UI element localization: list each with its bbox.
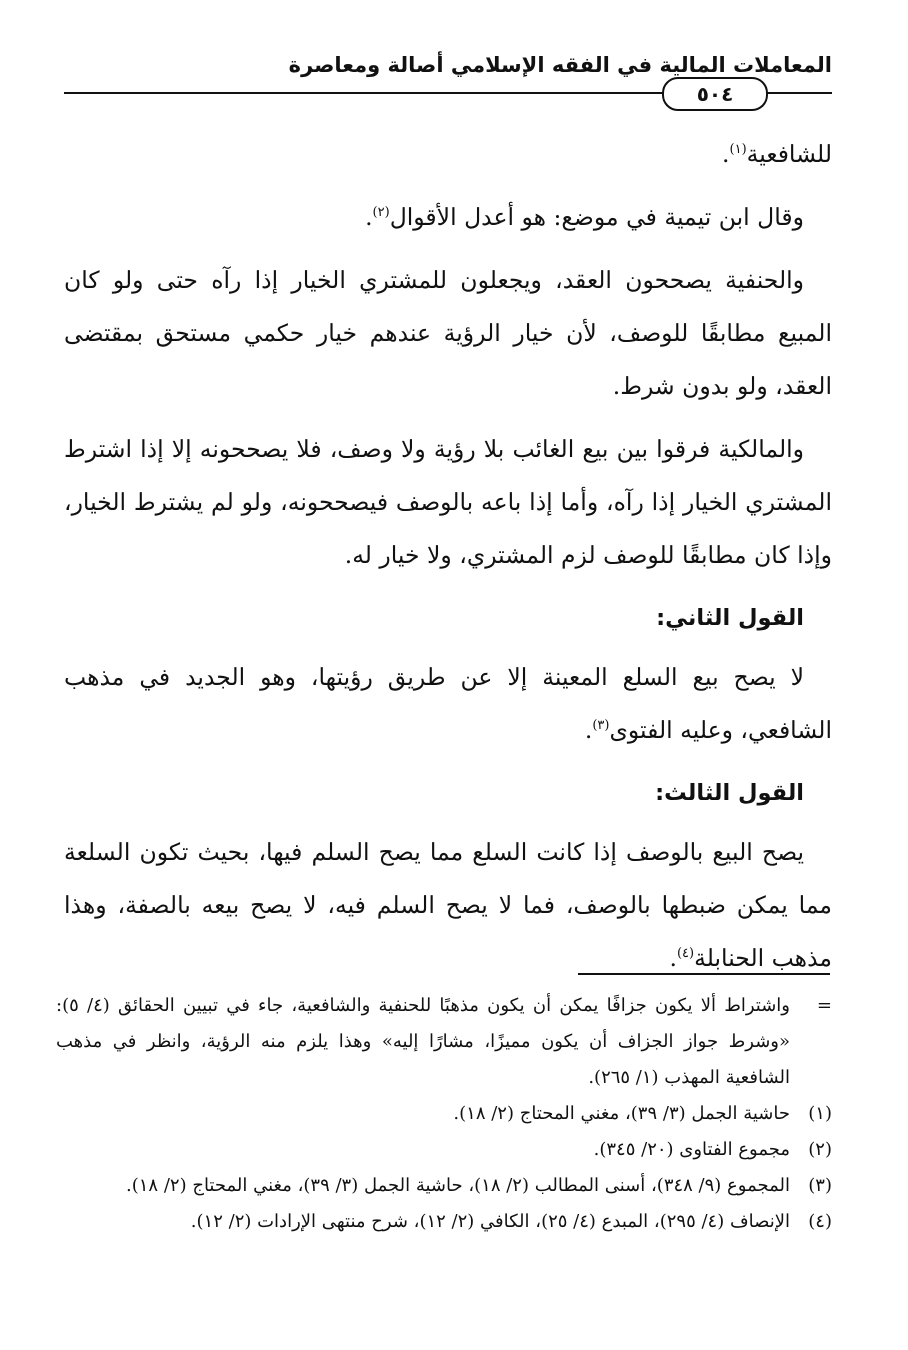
footnote-marker: (١): [808, 1103, 832, 1124]
footnote-marker: (٣): [808, 1175, 832, 1196]
footnote-item: [56, 1132, 832, 1168]
section-heading: القول الثالث:: [655, 780, 804, 806]
page-number: ٥٠٤: [662, 77, 768, 111]
section-heading: القول الثاني:: [656, 605, 804, 631]
paragraph-text: للشافعية: [746, 140, 832, 168]
paragraph-text: وقال ابن تيمية في موضع: هو أعدل الأقوال: [389, 203, 804, 231]
footnote-reference: (١): [729, 142, 747, 158]
paragraph: [64, 191, 832, 244]
main-text: [64, 128, 832, 995]
footnotes: [56, 988, 832, 1240]
footnote-reference: (٣): [592, 718, 610, 734]
paragraph: والحنفية يصححون العقد، ويجعلون للمشتري الخيار إذا رآه حتى ولو كان المبيع مطابقًا للوصف، لأن خيار الرؤية عندهم خيار حكمي مستحق بمقتضى العقد، ولو بدون شرط.: [64, 266, 832, 400]
paragraph: [64, 826, 832, 985]
paragraph-text: يصح البيع بالوصف إذا كانت السلع مما يصح السلم فيها، بحيث تكون السلعة مما يمكن ضبطها بالوصف، فما لا يصح السلم فيه، لا يصح بيعه بالصفة، وهذا مذهب الحنابلة: [64, 838, 832, 972]
footnote-text: واشتراط ألا يكون جزافًا يمكن أن يكون مذهبًا للحنفية والشافعية، جاء في تبيين الحقائق (٤/ ٥): «وشرط جواز الجزاف أن يكون مميزًا، مشارًا إليه» وهذا يلزم منه الرؤية، وانظر في مذهب الشافعية المهذب (١/ ٢٦٥).: [56, 995, 790, 1088]
footnote-separator: [578, 973, 830, 975]
paragraph-end: .: [584, 716, 593, 744]
footnote-marker: (٤): [808, 1211, 832, 1232]
paragraph-end: .: [722, 140, 730, 168]
footnote-continuation: [56, 988, 832, 1096]
footnote-reference: (٢): [372, 205, 390, 221]
paragraph: والمالكية فرقوا بين بيع الغائب بلا رؤية ولا وصف، فلا يصححونه إلا إذا اشترط المشتري الخيار إذا رآه، وأما إذا باعه بالوصف فيصححونه، ولو لم يشترط الخيار، وإذا كان مطابقًا للوصف لزم المشتري، ولا خيار له.: [64, 435, 832, 569]
paragraph: [64, 128, 832, 181]
footnote-item: [56, 1096, 832, 1132]
paragraph-end: .: [365, 203, 373, 231]
footnote-reference: (٤): [676, 946, 695, 962]
paragraph-end: .: [669, 944, 677, 972]
footnote-marker: (٢): [808, 1139, 832, 1160]
footnote-text: المجموع (٩/ ٣٤٨)، أسنى المطالب (٢/ ١٨)، حاشية الجمل (٣/ ٣٩)، مغني المحتاج (٢/ ١٨).: [126, 1175, 790, 1196]
footnote-text: الإنصاف (٤/ ٢٩٥)، المبدع (٤/ ٢٥)، الكافي (٢/ ١٢)، شرح منتهى الإرادات (٢/ ١٢).: [190, 1211, 790, 1232]
paragraph: [64, 651, 832, 757]
footnote-text: حاشية الجمل (٣/ ٣٩)، مغني المحتاج (٢/ ١٨).: [453, 1103, 790, 1124]
footnote-item: [56, 1204, 832, 1240]
footnote-text: مجموع الفتاوى (٢٠/ ٣٤٥).: [593, 1139, 790, 1160]
running-head-title: المعاملات المالية في الفقه الإسلامي أصالة ومعاصرة: [288, 53, 832, 77]
footnote-item: [56, 1168, 832, 1204]
footnote-marker: =: [816, 995, 832, 1016]
paragraph-text: لا يصح بيع السلع المعينة إلا عن طريق رؤيتها، وهو الجديد في مذهب الشافعي، وعليه الفتوى: [64, 663, 832, 744]
